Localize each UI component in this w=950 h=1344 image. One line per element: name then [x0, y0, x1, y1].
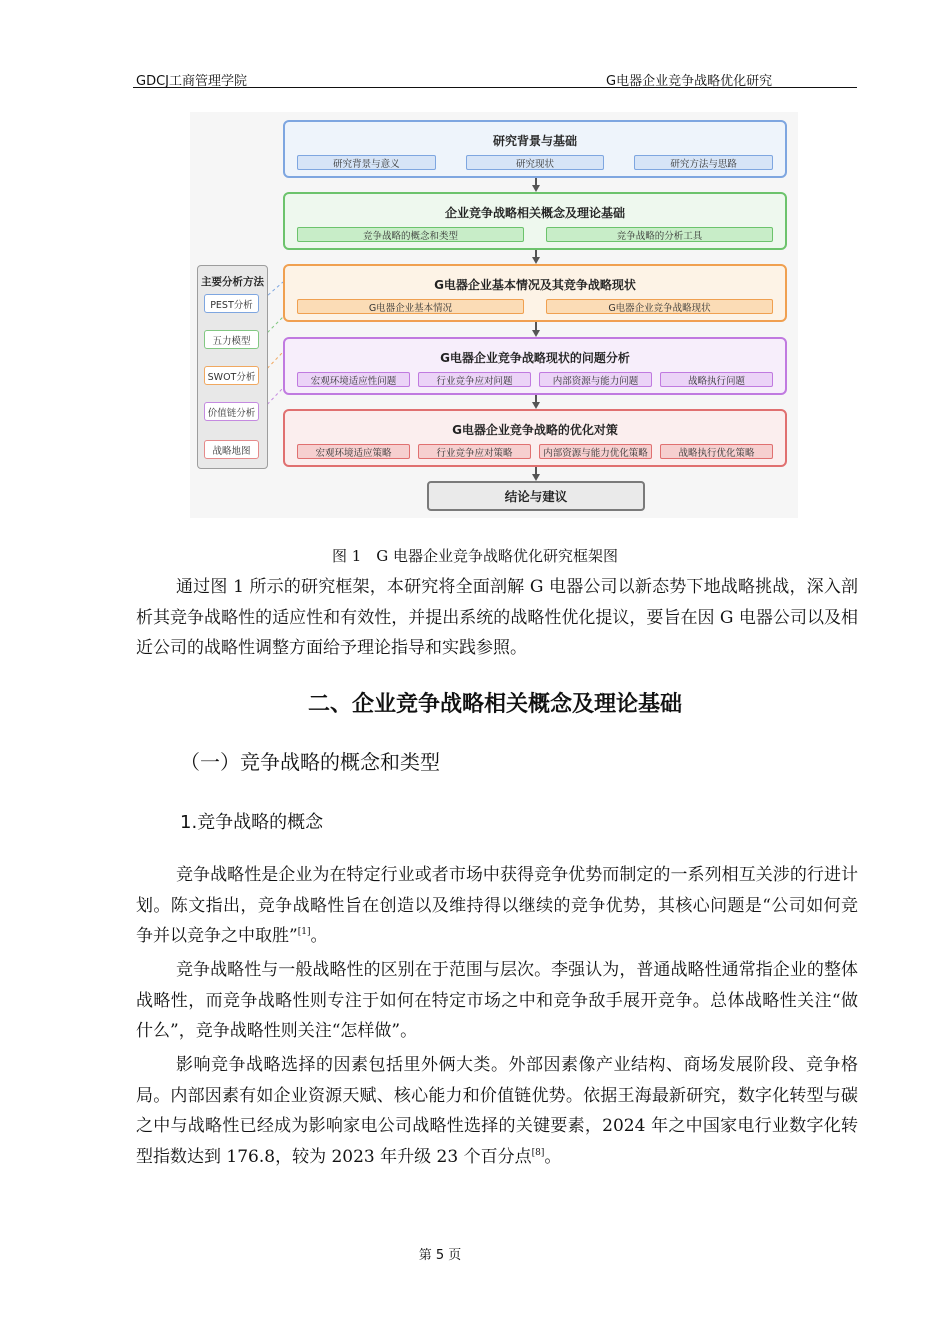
stage-item: 竞争战略的概念和类型	[297, 227, 524, 242]
flow-arrow-line	[535, 178, 537, 185]
method-chip: 五力模型	[204, 330, 259, 349]
subsubsection-title: 1.竞争战略的概念	[180, 812, 324, 833]
stage-item: 宏观环境适应策略	[297, 444, 410, 459]
stage-item: 研究背景与意义	[297, 155, 436, 170]
flow-arrow-line	[535, 322, 537, 330]
research-framework-figure	[190, 112, 798, 518]
flow-arrow-head	[532, 330, 540, 337]
paragraph-3	[136, 1050, 858, 1172]
intro-paragraph: 通过图 1 所示的研究框架，本研究将全面剖解 G 电器公司以新态势下地战略挑战，深入剖析其竞争战略性的适应性和有效性，并提出系统的战略性优化提议，要旨在因 G 电器公司以及相近公司的战略性调整方面给予理论指导和实践参照。	[136, 577, 858, 658]
stage-box	[283, 264, 787, 322]
subsection-title: （一）竞争战略的概念和类型	[180, 750, 440, 774]
stage-title: 研究背景与基础	[492, 134, 577, 148]
flow-arrow-head	[532, 474, 540, 481]
stage-box	[283, 192, 787, 250]
stage-item: 研究现状	[466, 155, 605, 170]
stage-item: 行业竞争应对策略	[418, 444, 531, 459]
stage-box	[283, 337, 787, 395]
flow-arrow-line	[535, 395, 537, 402]
method-chip: PEST分析	[204, 294, 259, 313]
figure-caption: 图 1 G 电器企业竞争战略优化研究框架图	[331, 547, 619, 565]
paragraph-2	[136, 955, 858, 1047]
flow-arrow-head	[532, 185, 540, 192]
method-chip: 价值链分析	[204, 402, 259, 421]
flow-arrow-head	[532, 402, 540, 409]
stage-item: 战略执行问题	[660, 372, 773, 387]
stage-item: 宏观环境适应性问题	[297, 372, 410, 387]
stage-title: G电器企业竞争战略现状的问题分析	[440, 351, 630, 365]
stage-item: 战略执行优化策略	[660, 444, 773, 459]
header-left: GDCJ工商管理学院	[136, 74, 247, 89]
paragraph-3-text: 影响竞争战略选择的因素包括里外俩大类。外部因素像产业结构、商场发展阶段、竞争格局。内部因素有如企业资源天赋、核心能力和价值链优势。依据王海最新研究，数字化转型与碳之中与战略性已经成为影响家电公司战略性选择的关键要素，2024 年之中国家电行业数字化转型指数达到 176.8，较为 2023 年升级 23 个百分点	[136, 1055, 858, 1167]
stage-title: G电器企业基本情况及其竞争战略现状	[434, 278, 636, 292]
stage-item: 行业竞争应对问题	[418, 372, 531, 387]
stage-title: 企业竞争战略相关概念及理论基础	[444, 206, 625, 220]
paragraph-3-tail: 。	[544, 1146, 562, 1167]
header-right: G电器企业竞争战略优化研究	[606, 74, 773, 89]
page-number: 第 5 页	[418, 1248, 462, 1263]
stage-item: 竞争战略的分析工具	[546, 227, 773, 242]
flow-arrow-head	[532, 257, 540, 264]
stage-item: 内部资源与能力问题	[539, 372, 652, 387]
stage-box	[283, 409, 787, 467]
stage-title: G电器企业竞争战略的优化对策	[452, 423, 618, 437]
stage-item: 研究方法与思路	[634, 155, 773, 170]
paragraph-1	[136, 860, 858, 952]
citation-ref: [8]	[531, 1147, 545, 1158]
section-title: 二、企业竞争战略相关概念及理论基础	[307, 692, 682, 717]
method-chip: 战略地图	[204, 440, 259, 459]
paragraph-1-text: 竞争战略性是企业为在特定行业或者市场中获得竞争优势而制定的一系列相互关涉的行进计划。陈文指出，竞争战略性旨在创造以及维持得以继续的竞争优势，其核心问题是“公司如何竞争并以竞争之中取胜”	[136, 865, 858, 946]
stage-box	[283, 120, 787, 178]
paragraph-1-tail: 。	[310, 926, 328, 946]
stage-item: 内部资源与能力优化策略	[539, 444, 652, 459]
method-chip: SWOT分析	[204, 366, 259, 385]
flow-arrow-line	[535, 250, 537, 257]
citation-ref: [1]	[297, 927, 311, 937]
methods-title: 主要分析方法	[201, 276, 264, 288]
stage-item: G电器企业竞争战略现状	[546, 299, 773, 314]
flow-arrow-line	[535, 467, 537, 474]
conclusion-box: 结论与建议	[427, 481, 645, 511]
paragraph-2-text: 竞争战略性与一般战略性的区别在于范围与层次。李强认为，普通战略性通常指企业的整体战略性，而竞争战略性则专注于如何在特定市场之中和竞争敌手展开竞争。总体战略性关注“做什么”，竞争战略性则关注“怎样做”。	[136, 960, 858, 1041]
header-rule	[133, 87, 857, 88]
stage-item: G电器企业基本情况	[297, 299, 524, 314]
